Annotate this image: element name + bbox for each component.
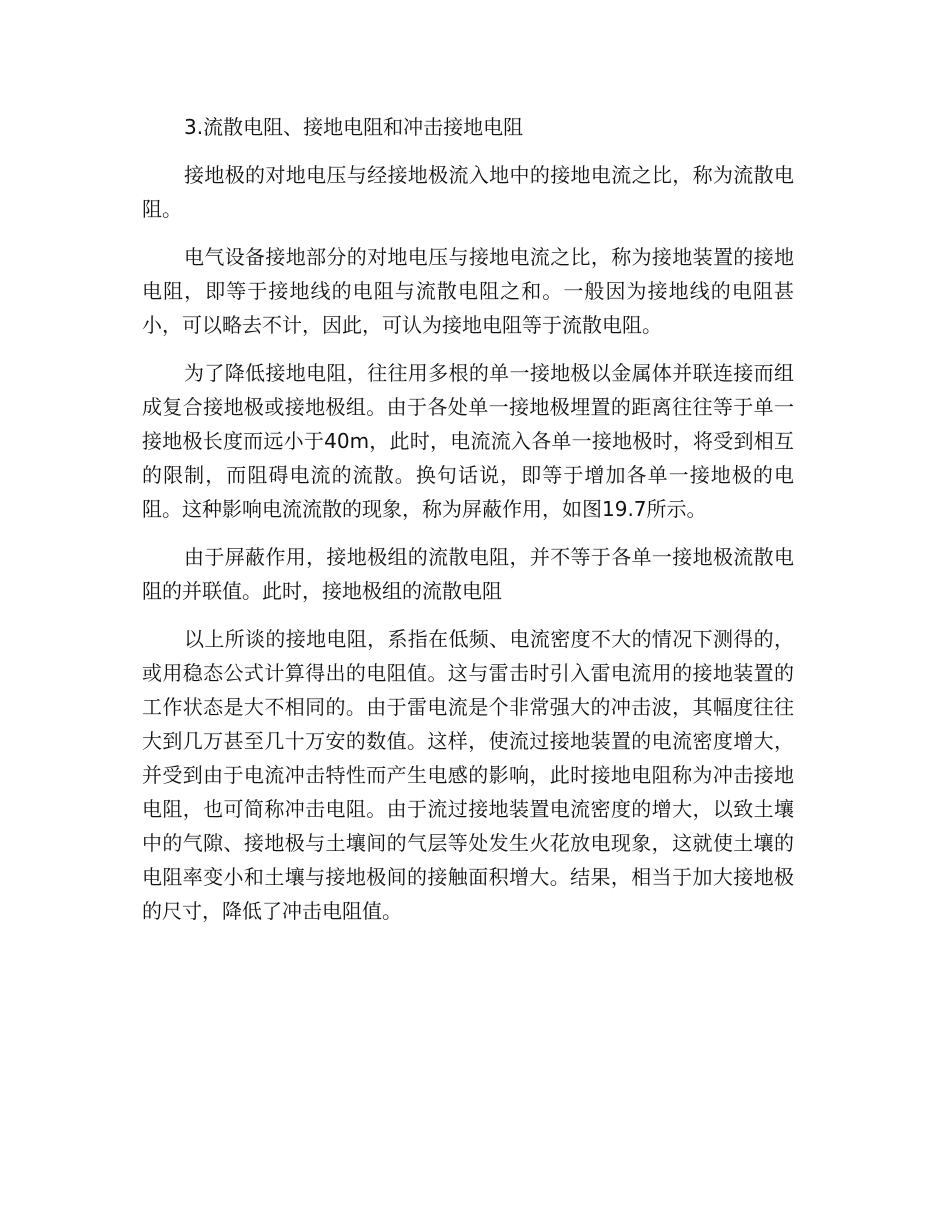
paragraph-dispersion-resistance: 接地极的对地电压与经接地极流入地中的接地电流之比，称为流散电阻。 — [142, 163, 794, 221]
paragraph-shielding-effect: 为了降低接地电阻，往往用多根的单一接地极以金属体并联连接而组成复合接地极或接地极组。由于各处单一接地极埋置的距离往往等于单一接地极长度而远小于40m，此时，电流流入各单一接地极时，将受到相互的限制，而阻碍电流的流散。换句话说，即等于增加各单一接地极的电阻。这种影响电流流散的现象，称为屏蔽作用，如图19.7所示。 — [142, 361, 794, 521]
section-heading: 3.流散电阻、接地电阻和冲击接地电阻 — [184, 115, 524, 139]
paragraph-impulse-resistance: 以上所谈的接地电阻，系指在低频、电流密度不大的情况下测得的，或用稳态公式计算得出的电阻值。这与雷击时引入雷电流用的接地装置的工作状态是大不相同的。由于雷电流是个非常强大的冲击波，其幅度往往大到几万甚至几十万安的数值。这样，使流过接地装置的电流密度增大，并受到由于电流冲击特性而产生电感的影响，此时接地电阻称为冲击接地电阻，也可简称冲击电阻。由于流过接地装置电流密度的增大，以致土壤中的气隙、接地极与土壤间的气层等处发生火花放电现象，这就使土壤的电阻率变小和土壤与接地极间的接触面积增大。结果，相当于加大接地极的尺寸，降低了冲击电阻值。 — [142, 627, 794, 923]
paragraph-grounding-resistance: 电气设备接地部分的对地电压与接地电流之比，称为接地装置的接地电阻，即等于接地线的电阻与流散电阻之和。一般因为接地线的电阻甚小，可以略去不计，因此，可认为接地电阻等于流散电阻。 — [142, 245, 794, 337]
paragraph-group-resistance: 由于屏蔽作用，接地极组的流散电阻，并不等于各单一接地极流散电阻的并联值。此时，接地极组的流散电阻 — [142, 545, 794, 603]
document-body — [142, 110, 794, 942]
